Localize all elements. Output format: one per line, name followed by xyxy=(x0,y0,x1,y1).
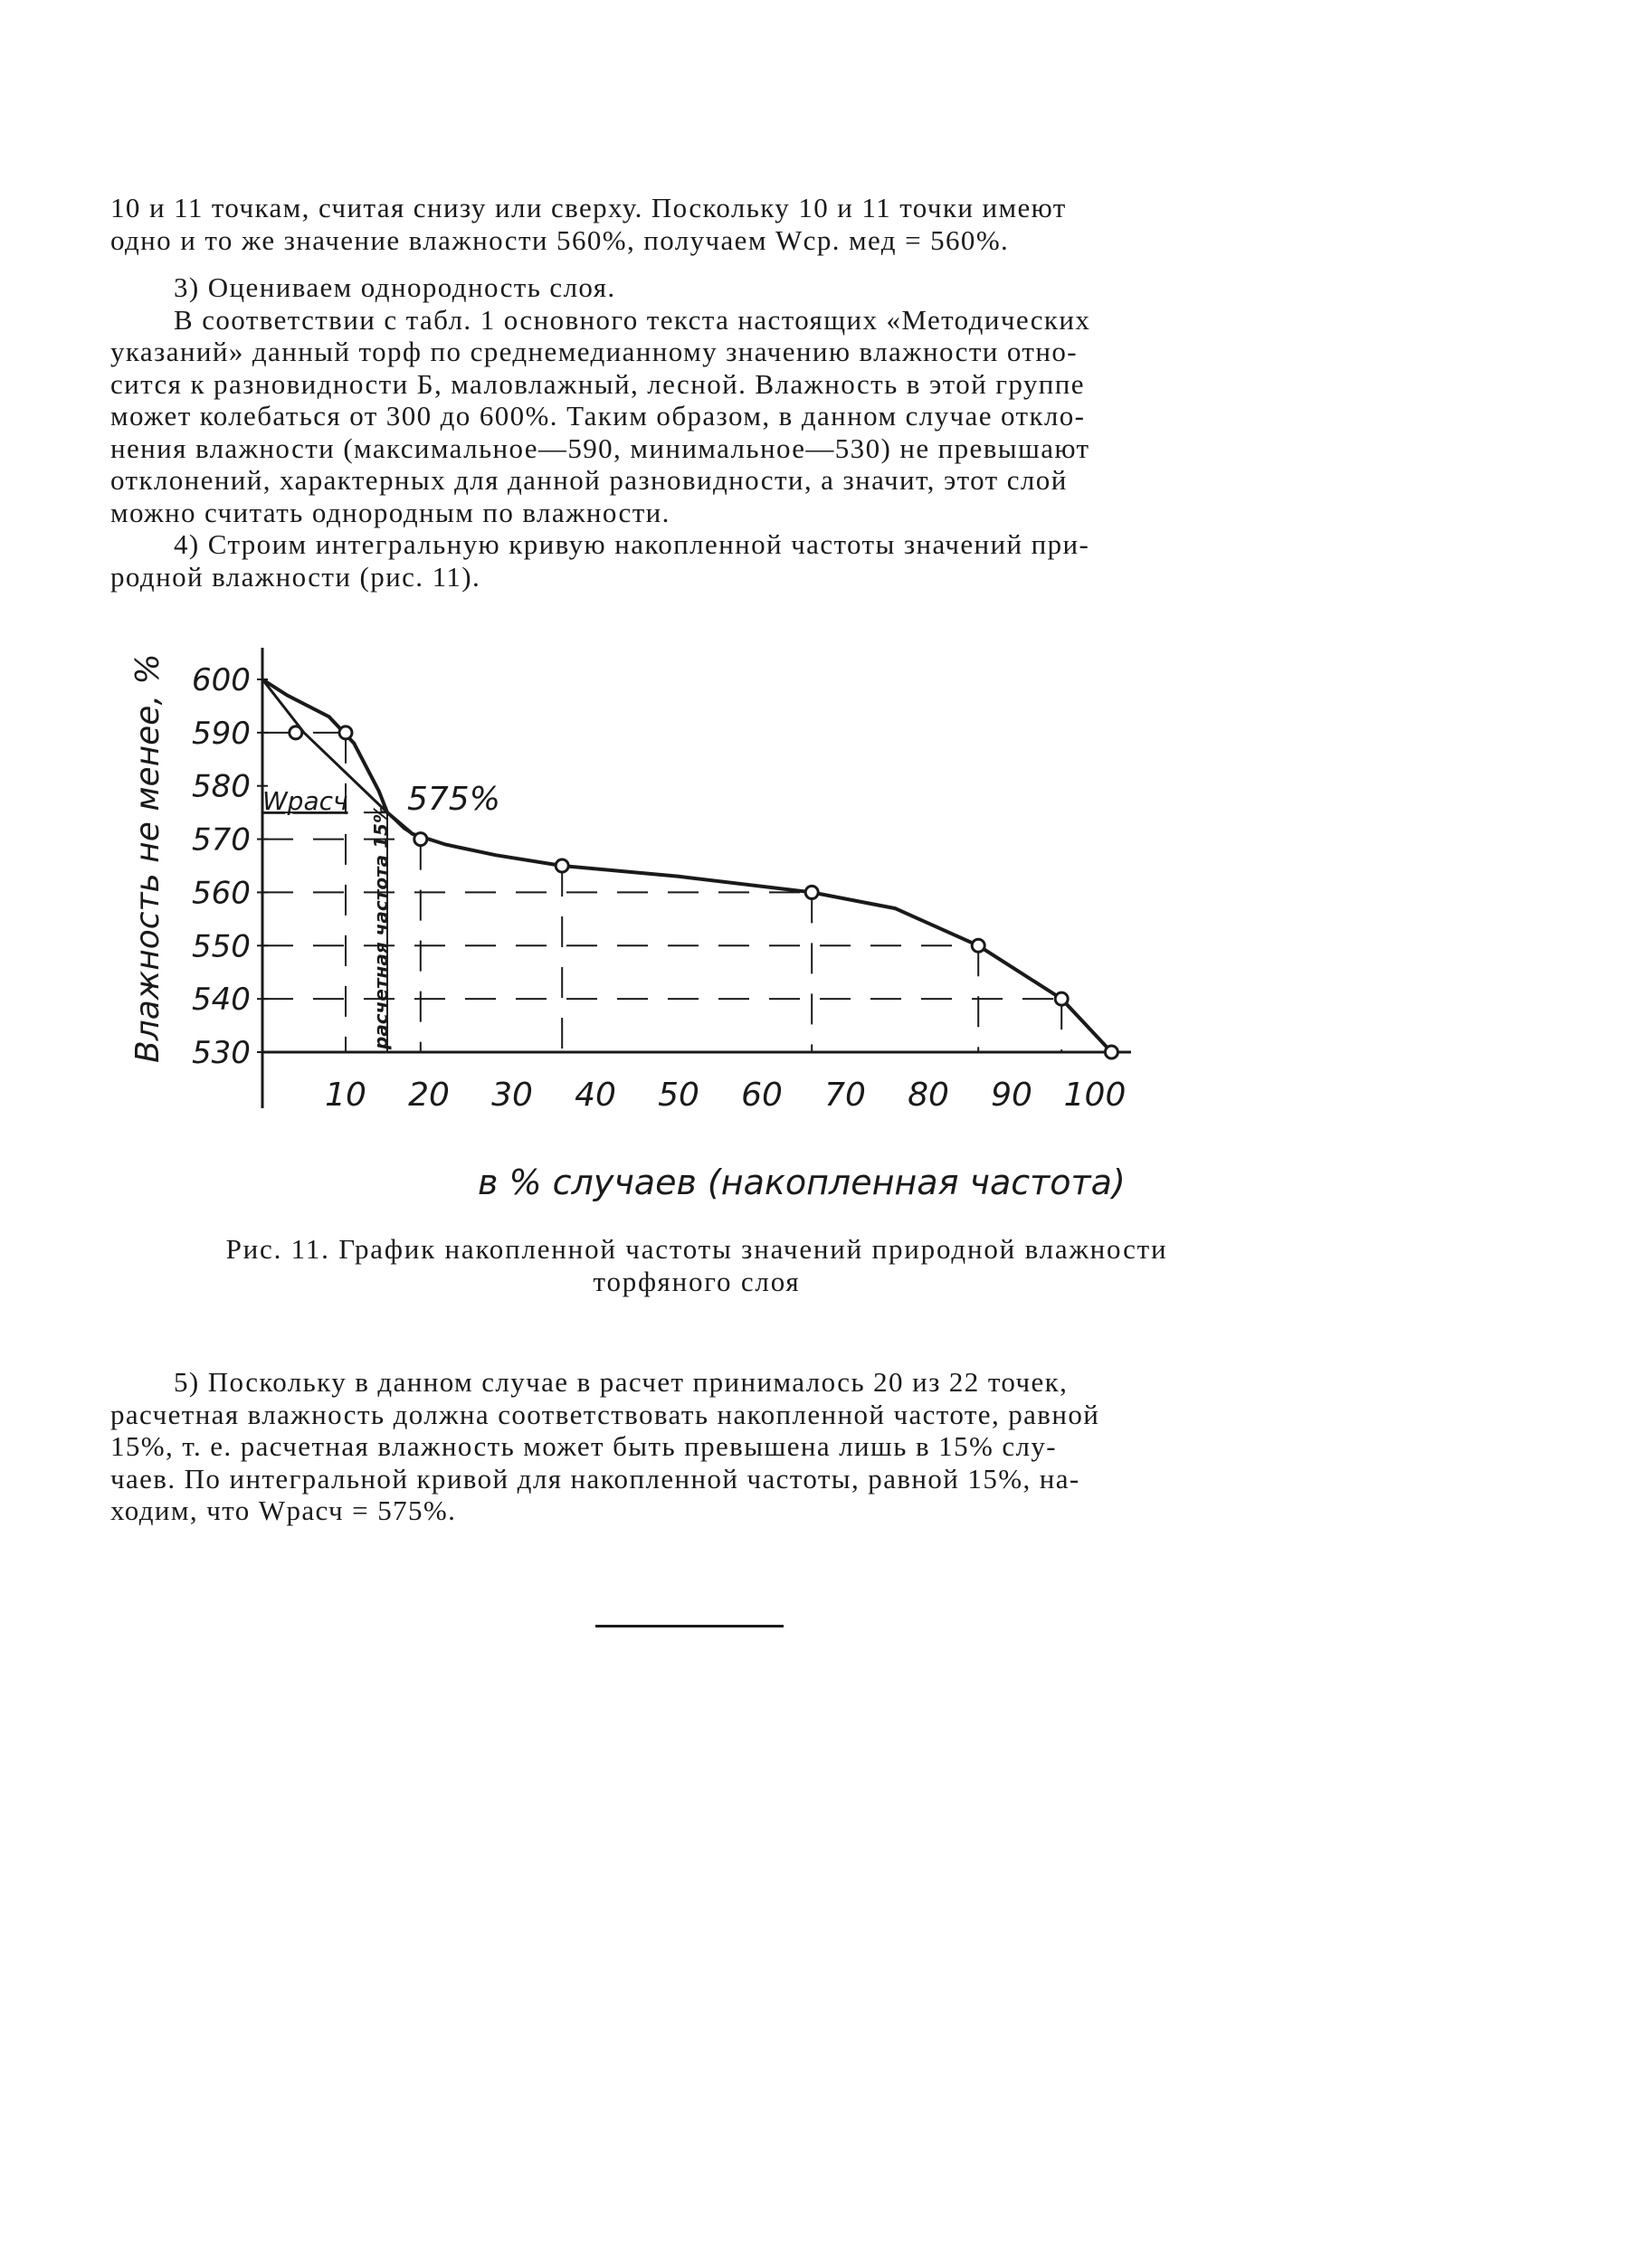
caption-line: торфяного слоя xyxy=(593,1266,801,1297)
text-line: одно и то же значение влажности 560%, получаем Wср. мед = 560%. xyxy=(110,223,1010,256)
data-point xyxy=(1105,1046,1117,1058)
w-rasch-label: Wрасч xyxy=(262,786,348,816)
text-line: чаев. По интегральной кривой для накопленной частоты, равной 15%, на- xyxy=(110,1462,1080,1495)
end-rule xyxy=(595,1625,784,1627)
x-tick-label: 10 xyxy=(325,1077,366,1114)
paragraph-step-5 xyxy=(110,1366,1283,1527)
step-3-title: 3) Оцениваем однородность слоя. xyxy=(174,271,616,303)
y-tick-label: 570 xyxy=(192,821,251,859)
x-tick-label: 90 xyxy=(991,1077,1032,1114)
text-line: отклонений, характерных для данной разновидности, а значит, этот слой xyxy=(110,464,1068,496)
y-tick-label: 590 xyxy=(192,715,251,752)
x-tick-label: 50 xyxy=(658,1077,699,1114)
data-point xyxy=(414,833,427,846)
text-line: указаний» данный торф по среднемедианному значению влажности отно- xyxy=(110,336,1078,367)
w-value-label: 575% xyxy=(407,781,500,818)
y-tick-label: 560 xyxy=(192,875,251,912)
data-point xyxy=(556,859,568,872)
y-tick-label: 600 xyxy=(192,662,251,698)
y-tick-label: 550 xyxy=(192,928,251,965)
x-tick-label: 60 xyxy=(741,1077,783,1114)
y-tick-labels xyxy=(192,662,268,1071)
text-line: 15%, т. е. расчетная влажность может быть превышена лишь в 15% слу- xyxy=(110,1430,1058,1462)
x-tick-label: 70 xyxy=(824,1077,866,1114)
x-tick-label: 20 xyxy=(408,1077,450,1114)
text-line: сится к разновидности Б, маловлажный, лесной. Влажность в этой группе xyxy=(110,367,1085,400)
data-point xyxy=(1055,992,1068,1005)
x-tick-label: 30 xyxy=(491,1077,533,1114)
text-line: 4) Строим интегральную кривую накопленной частоты значений при- xyxy=(174,528,1090,560)
y-tick-label: 580 xyxy=(192,768,251,805)
text-line: 10 и 11 точкам, считая снизу или сверху. Поскольку 10 и 11 точки имеют xyxy=(110,192,1067,223)
text-line: 5) Поскольку в данном случае в расчет принималось 20 из 22 точек, xyxy=(174,1366,1069,1398)
text-line: можно считать однородным по влажности. xyxy=(110,496,670,528)
y-tick-label: 540 xyxy=(192,982,251,1019)
data-markers xyxy=(290,726,1118,1058)
text-line: В соответствии с табл. 1 основного текста настоящих «Методических xyxy=(174,303,1091,336)
data-point xyxy=(290,726,302,739)
text-line: ходим, что Wрасч = 575%. xyxy=(110,1495,457,1526)
y-tick-label: 530 xyxy=(192,1035,251,1071)
y-axis-label: Влажность не менее, % xyxy=(129,653,166,1063)
x-tick-label: 40 xyxy=(575,1077,616,1114)
x-tick-label: 100 xyxy=(1063,1077,1127,1114)
vertical-frequency-label: расчетная частота 15% xyxy=(370,804,392,1049)
figure-caption xyxy=(110,1233,1283,1298)
text-line: родной влажности (рис. 11). xyxy=(110,560,481,593)
text-line: нения влажности (максимальное—590, минимальное—530) не превышают xyxy=(110,432,1090,464)
data-point xyxy=(805,886,818,898)
data-point xyxy=(972,939,984,952)
x-tick-labels xyxy=(325,1077,1126,1114)
text-line: может колебаться от 300 до 600%. Таким образом, в данном случае откло- xyxy=(110,400,1086,432)
x-axis-label: в % случаев (накопленная частота) xyxy=(478,1162,1126,1202)
data-point xyxy=(339,726,352,739)
x-tick-label: 80 xyxy=(908,1077,949,1114)
text-line: расчетная влажность должна соответствовать накопленной частоте, равной xyxy=(110,1398,1100,1430)
caption-line: Рис. 11. График накопленной частоты значений природной влажности xyxy=(225,1233,1168,1265)
